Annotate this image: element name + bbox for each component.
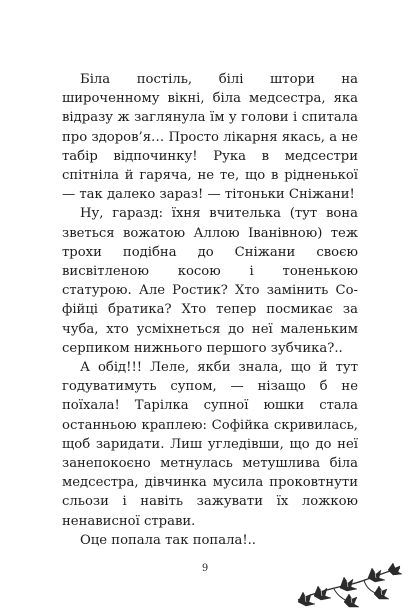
paragraph-3: А обід!!! Леле, якби знала, що й тут годуватимуть супом, — нізащо б не поїхала! Тарілка супної юшки стала останньою краплею: Софійка скривилась, щоб заридати. Лиш угледівши, що до неї занепокоєно метнулась метушлива біла медсестра, дівчинка мусила проковтнути сльози і навіть зажувати їх ложкою ненависної страви. [62, 360, 358, 529]
page-number: 9 [201, 563, 209, 574]
paragraph-2: Ну, гаразд: їхня вчителька (тут вона зветься вожатою Аллою Іванівною) теж трохи подібна до Сніжани своєю висвітленою косою і тоненькою статурою. Але Ростик? Хто замінить Софійці братика? Хто тепер посмикає за чуба, хто усміхнеться до неї маленьким серпиком нижнього першого зубчика?.. [62, 206, 358, 356]
body-text [62, 70, 358, 550]
paragraph-1: Біла постіль, білі штори на широченному вікні, біла медсестра, яка відразу ж заглянула їм у голови і спитала про здоров’я… Просто лікарня якась, а не табір відпочинку! Рука в медсестри спітніла й гаряча, не те, що в рідненької — так далеко зараз! — тітоньки Сніжани! [62, 72, 358, 203]
paragraph-4: Оце попала так попала!.. [80, 532, 256, 548]
ivy-leaves-icon [294, 562, 404, 610]
